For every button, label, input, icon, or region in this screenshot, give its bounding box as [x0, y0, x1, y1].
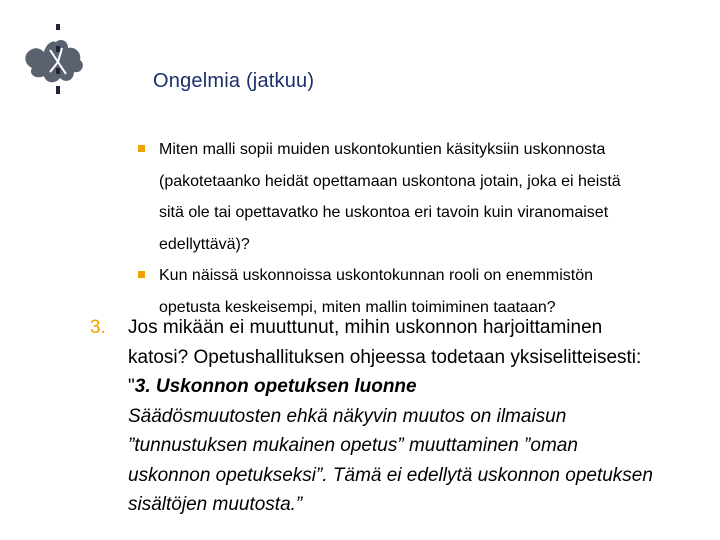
quote-heading: 3. Uskonnon opetuksen luonne [134, 376, 417, 397]
sub-bullet-list [138, 134, 698, 323]
square-bullet-icon [138, 271, 145, 278]
quote-line: sisältöjen muutosta.” [128, 494, 303, 515]
sub-bullet-line: opetusta keskeisempi, miten mallin toimiminen taataan? [159, 298, 556, 316]
sub-bullet-item [138, 134, 698, 260]
point-line: katosi? Opetushallituksen ohjeessa todetaan yksiselitteisesti: [128, 346, 642, 368]
slide-title: Ongelmia (jatkuu) [153, 70, 315, 92]
sub-bullet-line: edellyttävä)? [159, 235, 250, 253]
square-bullet-icon [138, 145, 145, 152]
sub-bullet-line: Miten malli sopii muiden uskontokuntien käsityksiin uskonnosta [159, 141, 606, 158]
university-logo-icon [20, 22, 90, 102]
sub-bullet-line: sitä ole tai opettavatko he uskontoa eri tavoin kuin viranomaiset [159, 204, 609, 221]
sub-bullet-line: Kun näissä uskonnoissa uskontokunnan rooli on enemmistön [159, 267, 594, 284]
quote-line: uskonnon opetukseksi”. Tämä ei edellytä uskonnon opetuksen [128, 464, 653, 486]
sub-bullet-line: (pakotetaanko heidät opettamaan uskontona jotain, joka ei heistä [159, 172, 621, 190]
point-line: Jos mikään ei muuttunut, mihin uskonnon harjoittaminen [128, 317, 603, 338]
quote-mark: " [128, 376, 135, 397]
numbered-point [90, 313, 700, 520]
quote-line: Säädösmuutosten ehkä näkyvin muutos on ilmaisun [128, 405, 567, 427]
point-number: 3. [90, 317, 106, 338]
point-body [128, 313, 700, 520]
quote-line: ”tunnustuksen mukainen opetus” muuttaminen ”oman [128, 435, 578, 456]
quote-heading-line [128, 372, 700, 402]
